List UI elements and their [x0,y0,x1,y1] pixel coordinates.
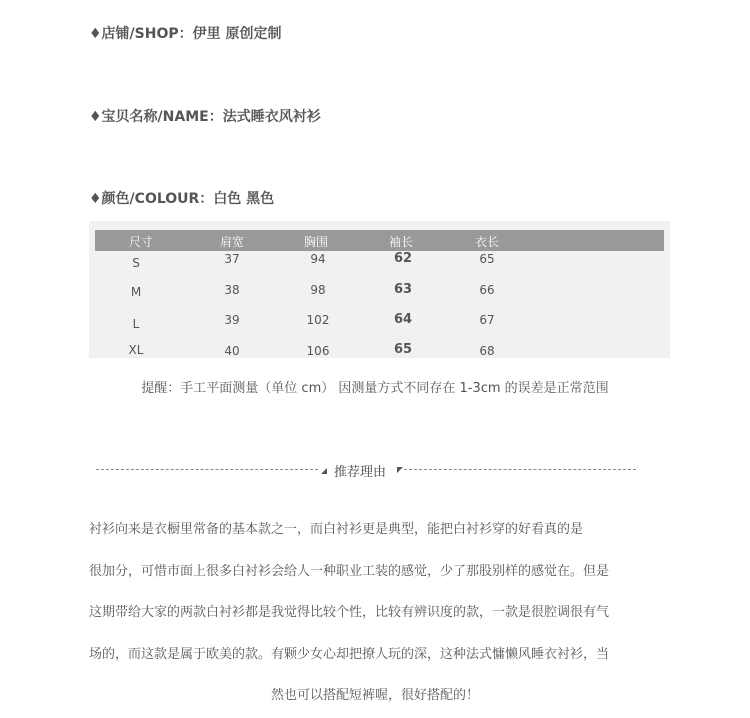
triangle-left-icon [321,468,327,474]
table-cell: 63 [393,282,413,297]
table-cell: 40 [224,344,240,358]
table-cell: 106 [306,344,330,358]
table-cell: 66 [479,283,495,297]
description-line: 很加分，可惜市面上很多白衬衫会给人一种职业工装的感觉，少了那股别样的感觉在。但是 [89,564,610,579]
colour-value: 白色 黑色 [213,191,275,207]
table-cell: 65 [479,252,495,266]
table-cell: 37 [224,252,240,266]
product-name-info [89,106,321,126]
description-line: 这期带给大家的两款白衬衫都是我觉得比较个性，比较有辨识度的款，一款是很腔调很有气 [89,605,610,620]
triangle-right-icon [397,467,403,473]
table-cell: 67 [479,313,495,327]
colour-info [89,188,274,208]
divider-line-right [404,469,636,470]
header-chest: 胸围 [303,235,329,249]
table-cell: 68 [479,344,495,358]
section-title: 推荐理由 [334,465,387,480]
header-size: 尺寸 [128,235,154,249]
table-cell: 62 [393,251,413,266]
colour-label: ♦颜色/COLOUR： [89,191,214,207]
header-shoulder: 肩宽 [219,235,245,249]
shop-value: 伊里 原创定制 [192,26,282,42]
header-length: 衣长 [474,235,500,249]
divider-line-left [96,469,318,470]
size-table [89,221,670,358]
table-cell: 38 [224,283,240,297]
table-cell: 39 [224,313,240,327]
shop-label: ♦店铺/SHOP： [89,26,193,42]
description-line: 场的，而这款是属于欧美的款。有颗少女心却把撩人玩的深，这种法式慵懒风睡衣衬衫，当 [89,647,610,662]
shop-info [89,23,282,43]
table-cell: M [130,285,142,299]
measurement-tip: 提醒：手工平面测量（单位 cm） 因测量方式不同存在 1-3cm 的误差是正常范围 [141,381,609,396]
table-cell: S [132,256,140,270]
header-sleeve: 袖长 [388,235,414,249]
table-cell: 65 [393,342,413,357]
table-cell: 64 [393,312,413,327]
table-cell: 98 [310,283,326,297]
name-value: 法式睡衣风衬衫 [222,109,321,125]
description-line: 衬衫向来是衣橱里常备的基本款之一，而白衬衫更是典型，能把白衬衫穿的好看真的是 [89,522,584,537]
size-table-header [95,230,664,251]
table-cell: L [132,317,140,331]
table-cell: 94 [310,252,326,266]
section-divider [96,460,636,480]
table-cell: XL [128,343,144,357]
name-label: ♦宝贝名称/NAME： [89,109,223,125]
table-cell: 102 [306,313,330,327]
description-line: 然也可以搭配短裤喔，很好搭配的！ [270,688,479,703]
